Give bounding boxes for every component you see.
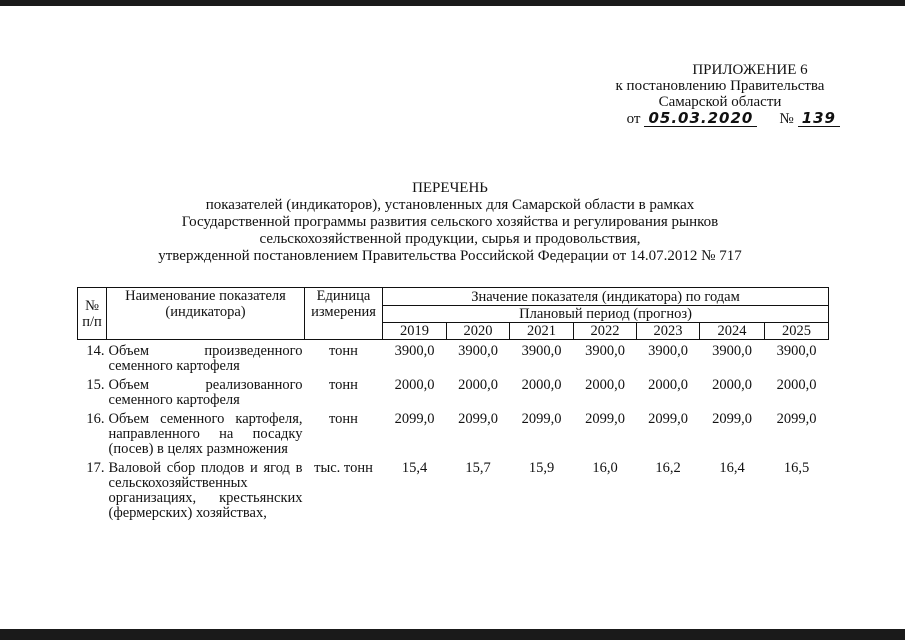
- row-value: 16,4: [719, 460, 745, 476]
- appendix-block: [600, 62, 840, 127]
- row-name: Объем произведенного семенного картофеля: [108, 343, 303, 374]
- heading-line-4: утвержденной постановлением Правительства Российской Федерации от 14.07.2012 № 717: [158, 248, 742, 264]
- row-value: 2099,0: [648, 411, 688, 427]
- row-value: 3900,0: [394, 343, 435, 359]
- heading-line-3: сельскохозяйственной продукции, сырья и продовольствия,: [259, 231, 641, 247]
- row-value: 2099,0: [458, 411, 498, 427]
- row-value: 2099,0: [585, 411, 625, 427]
- header-year: 2020: [447, 323, 510, 340]
- document-heading: [140, 180, 760, 265]
- row-value: 15,9: [528, 460, 555, 476]
- heading-line-2: Государственной программы развития сельского хозяйства и регулирования рынков: [181, 214, 719, 230]
- header-year: 2023: [637, 323, 700, 340]
- row-value: 2099,0: [776, 411, 817, 427]
- row-value: 3900,0: [776, 343, 817, 359]
- header-unit: Единица измерения: [305, 288, 383, 340]
- row-value: 3900,0: [458, 343, 498, 359]
- header-year: 2021: [510, 323, 574, 340]
- table-row: [78, 408, 829, 457]
- row-value: 15,7: [465, 460, 491, 476]
- header-year: 2019: [383, 323, 447, 340]
- appendix-line-1: к постановлению Правительства: [615, 78, 825, 94]
- row-value: 3900,0: [521, 343, 562, 359]
- row-num: 16.: [86, 411, 105, 427]
- row-value: 16,0: [592, 460, 618, 476]
- row-unit: тонн: [329, 411, 358, 427]
- row-value: 2000,0: [458, 377, 498, 393]
- row-num: 14.: [86, 343, 105, 359]
- row-value: 15,4: [401, 460, 428, 476]
- header-period: Плановый период (прогноз): [383, 306, 829, 323]
- row-value: 2000,0: [585, 377, 625, 393]
- row-value: 3900,0: [648, 343, 688, 359]
- handwritten-number: 139: [798, 110, 840, 127]
- handwritten-date: 05.03.2020: [644, 110, 757, 127]
- appendix-title: ПРИЛОЖЕНИЕ 6: [692, 62, 808, 78]
- header-year: 2025: [765, 323, 829, 340]
- header-values-group: Значение показателя (индикатора) по годам: [383, 288, 829, 306]
- row-value: 2099,0: [394, 411, 435, 427]
- heading-line-1: показателей (индикаторов), установленных для Самарской области в рамках: [205, 197, 695, 213]
- row-num: 17.: [86, 460, 105, 476]
- row-name: Объем реализованного семенного картофеля: [108, 377, 303, 408]
- row-unit: тыс. тонн: [314, 460, 373, 476]
- scan-top-border: [0, 0, 905, 6]
- row-num: 15.: [86, 377, 105, 393]
- row-unit: тонн: [329, 343, 358, 359]
- row-value: 2000,0: [394, 377, 435, 393]
- row-value: 2000,0: [776, 377, 817, 393]
- table-row: [78, 340, 829, 375]
- row-value: 16,5: [783, 460, 810, 476]
- header-num: № п/п: [78, 288, 107, 340]
- row-name: Валовой сбор плодов и ягод в сельскохозяйственных организациях, крестьянских (фермерских) хозяйствах,: [108, 460, 303, 521]
- heading-title: ПЕРЕЧЕНЬ: [412, 180, 488, 196]
- header-year: 2022: [574, 323, 637, 340]
- table-row: [78, 374, 829, 408]
- row-value: 16,2: [655, 460, 681, 476]
- row-value: 2000,0: [648, 377, 688, 393]
- row-value: 2099,0: [521, 411, 562, 427]
- row-value: 2000,0: [521, 377, 562, 393]
- number-prefix: №: [779, 111, 794, 127]
- indicator-table: [77, 287, 829, 521]
- row-value: 2099,0: [712, 411, 752, 427]
- row-value: 2000,0: [712, 377, 752, 393]
- appendix-date-row: [600, 110, 840, 127]
- row-name: Объем семенного картофеля, направленного на посадку (посев) в целях размножения: [108, 411, 303, 457]
- header-name: Наименование показателя (индикатора): [107, 288, 305, 340]
- date-prefix: от: [626, 111, 641, 127]
- header-year: 2024: [700, 323, 765, 340]
- row-value: 3900,0: [712, 343, 752, 359]
- row-value: 3900,0: [585, 343, 625, 359]
- appendix-line-2: Самарской области: [658, 94, 782, 110]
- row-unit: тонн: [329, 377, 358, 393]
- scan-bottom-border: [0, 629, 905, 640]
- table-row: [78, 457, 829, 521]
